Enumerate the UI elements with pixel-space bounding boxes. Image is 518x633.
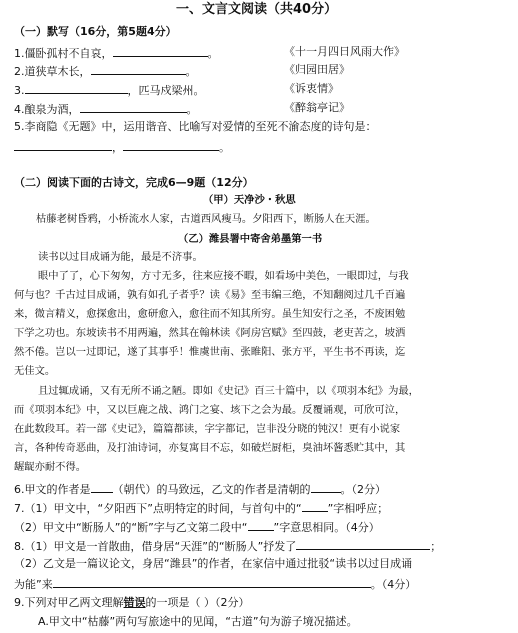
q4-source: 《醉翁亭记》 xyxy=(284,101,350,114)
question-8-part-1 xyxy=(14,538,441,554)
q8c-text-b: 。（4分） xyxy=(370,578,417,591)
essay-title: （乙）潍县署中寄舍弟墨第一书 xyxy=(178,233,323,245)
question-6 xyxy=(14,481,386,497)
q1-end: 。 xyxy=(207,47,219,60)
poem-title: （甲）天净沙・秋思 xyxy=(203,194,296,206)
essay-para-2-line: 下学之功也。东坡读书不用两遍，然其在翰林读《阿房宫赋》至四鼓，老吏苦之，坡洒 xyxy=(14,327,406,339)
q1-text: 1.僵卧孤村不自哀， xyxy=(14,47,113,60)
q7b-answer-blank[interactable] xyxy=(248,519,274,531)
q4-text: 4.酿泉为酒， xyxy=(14,103,80,116)
question-3 xyxy=(14,82,205,98)
q7b-text-a: （2）甲文中“断肠人”的“断”字与乙文第二段中“ xyxy=(14,521,248,534)
question-5-answer-line xyxy=(14,139,230,155)
question-4 xyxy=(14,101,198,117)
essay-para-3-line: 龌龊亦耐不得。 xyxy=(14,461,87,473)
q8a-answer-blank[interactable] xyxy=(296,538,430,550)
essay-para-1: 读书以过目成诵为能，最是不济事。 xyxy=(38,251,203,263)
q6-answer-blank-2[interactable] xyxy=(311,481,341,493)
q8a-text-b: ； xyxy=(430,540,442,553)
question-1 xyxy=(14,45,219,61)
q7a-text-b: ”字相呼应； xyxy=(327,502,389,515)
essay-para-2-line: 然不倦。岂以一过即记，遂了其事乎！惟虞世南、张睢阳、张方平，平生书不再读，迄 xyxy=(14,346,406,358)
question-9-option-a[interactable]: A.甲文中“枯藤”两句写旅途中的见闻，“古道”句为游子境况描述。 xyxy=(38,615,358,628)
essay-para-3-line: 言，各种传奇恶曲，及打油诗词，亦复寓目不忘，如破烂厨柜，臭油坏酱悉贮其中，其 xyxy=(14,442,406,454)
question-9 xyxy=(14,596,250,610)
essay-para-2-line: 何与也？千古过目成诵，孰有如孔子者乎？读《易》至韦编三绝，不知翻阅过几千百遍 xyxy=(14,289,406,301)
essay-para-2-line: 眼中了了，心下匆匆，方寸无多，往来应接不暇，如看场中美色，一眼即过，与我 xyxy=(38,270,409,282)
q6-text-c: 。（2分） xyxy=(340,483,386,496)
q5-answer-blank-1[interactable] xyxy=(14,139,112,151)
q3-text: ，匹马戍梁州。 xyxy=(127,84,205,97)
q9-emphasis: 错误 xyxy=(123,596,146,609)
q7a-answer-blank[interactable] xyxy=(302,500,328,512)
question-8-part-2: （2）乙文是一篇议论文，身居“潍县”的作者，在家信中通过批驳“读书以过目成诵 xyxy=(14,557,413,570)
q7a-text-a: 7.（1）甲文中，“夕阳西下”点明特定的时间，与首句中的“ xyxy=(14,502,302,515)
q9-text-c: 的一项是（ ）（2分） xyxy=(145,596,250,609)
question-7-part-1 xyxy=(14,500,388,516)
q8c-answer-blank[interactable] xyxy=(53,576,371,588)
question-5: 5.李商隐《无题》中，运用谐音、比喻写对爱情的至死不渝态度的诗句是： xyxy=(14,120,377,133)
q2-answer-blank[interactable] xyxy=(91,63,186,75)
question-7-part-2 xyxy=(14,519,380,535)
q8c-text-a: 为能”来 xyxy=(14,578,53,591)
question-8-part-3 xyxy=(14,576,416,592)
q3-source: 《诉衷情》 xyxy=(284,82,339,95)
essay-para-3-line: 在此数段耳。若一部《史记》，篇篇都读，字字都记，岂非没分晓的钝汉！更有小说家 xyxy=(14,423,401,435)
q6-answer-blank-1[interactable] xyxy=(91,481,113,493)
q7b-text-b: ”字意思相同。（4分） xyxy=(273,521,380,534)
question-2 xyxy=(14,63,197,79)
essay-para-3-line: 且过辄成诵，又有无所不诵之陋。即如《史记》百三十篇中，以《项羽本纪》为最， xyxy=(38,385,419,397)
section-heading-dictation: （一）默写（16分，第5题4分） xyxy=(14,25,177,38)
essay-para-2-line: 无佳文。 xyxy=(14,365,56,377)
q2-end: 。 xyxy=(185,65,197,78)
q5-end: 。 xyxy=(219,141,230,154)
q6-text-b: （朝代）的马致远，乙文的作者是清朝的 xyxy=(112,483,311,496)
q5-sep: ， xyxy=(112,141,123,154)
q1-source: 《十一月四日风雨大作》 xyxy=(284,45,405,58)
section-heading-reading: （二）阅读下面的古诗文，完成6—9题（12分） xyxy=(14,176,254,189)
poem-text: 枯藤老树昏鸦，小桥流水人家，古道西风瘦马。夕阳西下，断肠人在天涯。 xyxy=(36,213,376,225)
page-title: 一、文言文阅读（共40分） xyxy=(176,2,338,17)
q2-text: 2.道狭草木长， xyxy=(14,65,91,78)
q9-text-a: 9.下列对甲乙两文理解 xyxy=(14,596,124,609)
q3-num: 3. xyxy=(14,84,25,97)
q4-answer-blank[interactable] xyxy=(80,101,187,113)
q1-answer-blank[interactable] xyxy=(113,45,208,57)
q2-source: 《归园田居》 xyxy=(284,63,350,76)
q3-answer-blank[interactable] xyxy=(25,82,128,94)
q4-end: 。 xyxy=(186,103,198,116)
essay-para-2-line: 来，微言精义，愈探愈出，愈研愈入，愈往而不知其所穷。虽生知安行之圣，不废困勉 xyxy=(14,308,406,320)
q5-answer-blank-2[interactable] xyxy=(123,139,219,151)
q8a-text-a: 8.（1）甲文是一首散曲，借身居“天涯”的“断肠人”抒发了 xyxy=(14,540,297,553)
essay-para-3-line: 而《项羽本纪》中，又以巨鹿之战、鸿门之宴、垓下之会为最。反覆诵观，可欣可泣， xyxy=(14,404,406,416)
q6-text-a: 6.甲文的作者是 xyxy=(14,483,91,496)
